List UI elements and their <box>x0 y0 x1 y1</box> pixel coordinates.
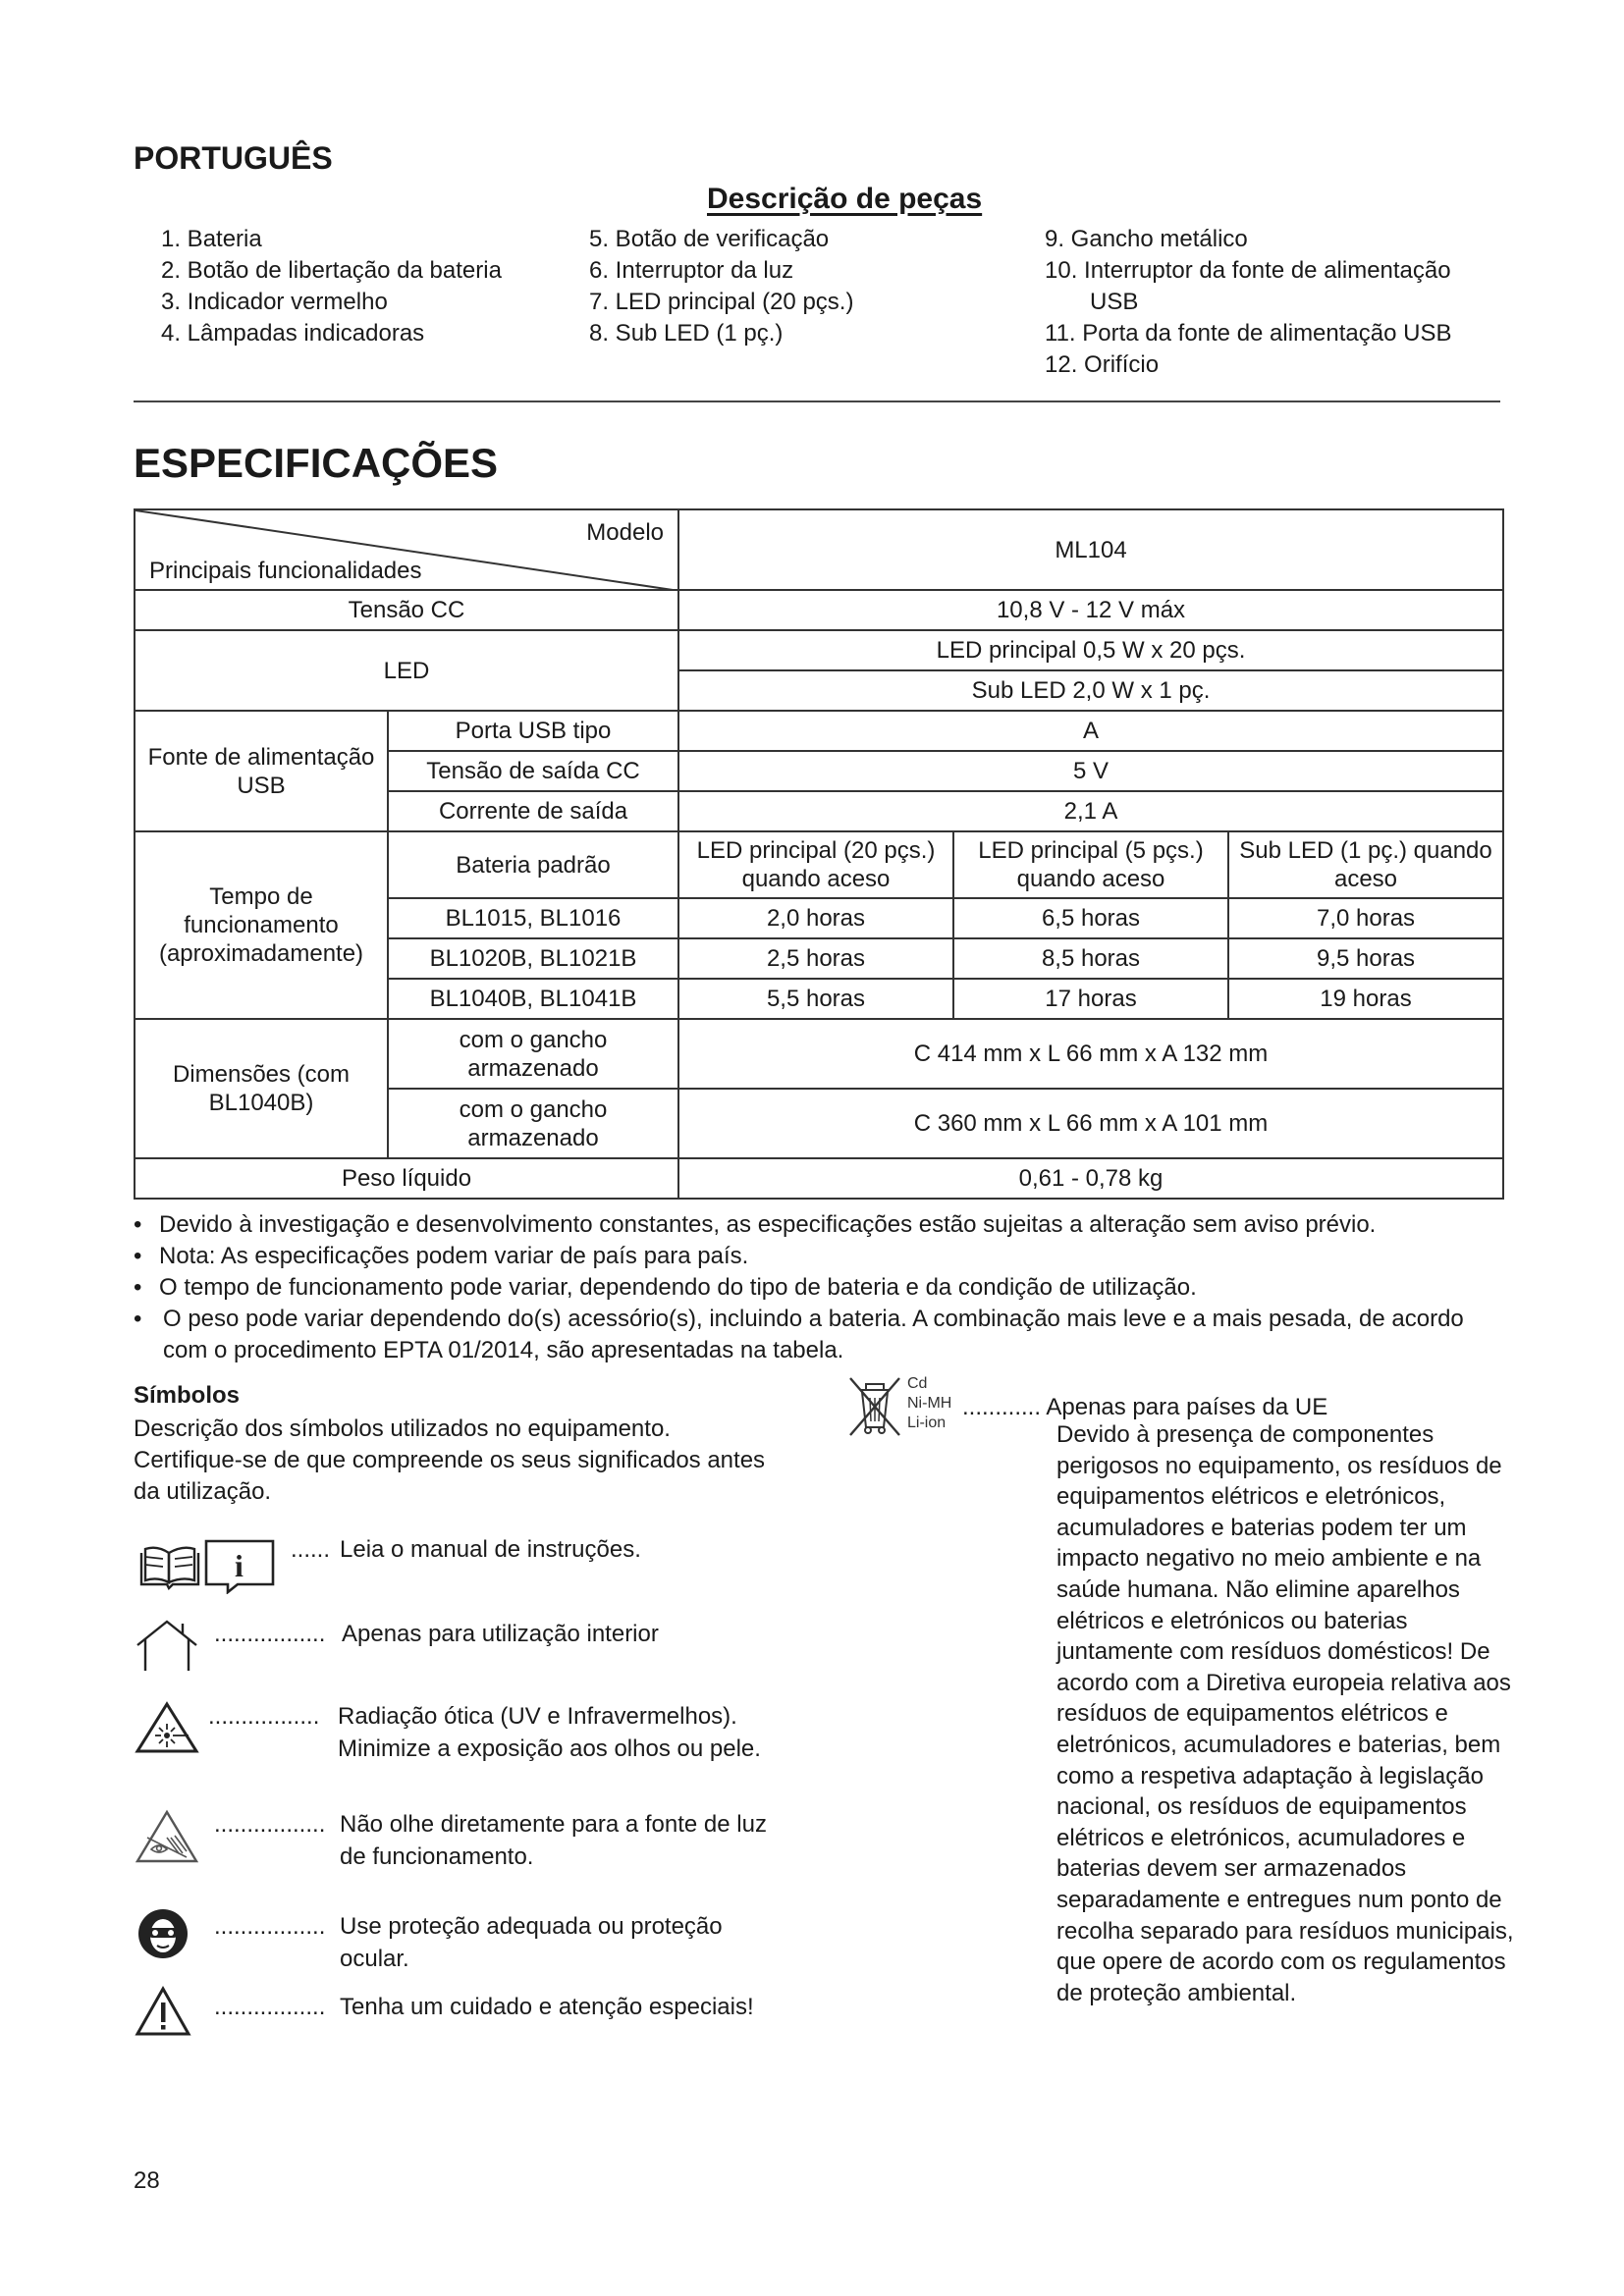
part-item: 9. Gancho metálico <box>1045 226 1248 252</box>
symbol-leader: ...... <box>291 1536 331 1563</box>
note-item: • O peso pode variar dependendo do(s) acessório(s), incluindo a bateria. A combinação mais leve e a mais pesada, de acordo com o procedimento EPTA 01/2014, são apresentadas na tabela. <box>134 1306 1464 1363</box>
part-item: 1. Bateria <box>161 226 262 252</box>
symbol-text: Radiação ótica (UV e Infravermelhos). Minimize a exposição aos olhos ou pele. <box>338 1703 761 1762</box>
runtime-main5: 8,5 horas <box>953 938 1228 979</box>
symbols-description: Descrição dos símbolos utilizados no equipamento. Certifique-se de que compreende os seus significados antes da utilização. <box>134 1415 766 1505</box>
symbol-row-caution <box>134 1985 801 2054</box>
eye-protection-icon <box>134 1906 192 1961</box>
voltage-value: 10,8 V - 12 V máx <box>678 590 1503 630</box>
weee-title: Apenas para países da UE <box>1046 1394 1328 1420</box>
dimensions-row1-value: C 414 mm x L 66 mm x A 132 mm <box>678 1019 1503 1089</box>
usb-current-label: Corrente de saída <box>388 791 678 831</box>
symbol-row-optical-radiation <box>134 1700 801 1798</box>
chem-label: Cd <box>907 1375 928 1392</box>
note-text: O peso pode variar dependendo do(s) acessório(s), incluindo a bateria. A combinação mais leve e a mais pesada, de acordo com o procedimento EPTA 01/2014, são apresentadas na tabela. <box>163 1306 1464 1363</box>
runtime-sub1: 19 horas <box>1228 979 1503 1019</box>
weight-label: Peso líquido <box>135 1158 678 1199</box>
part-item: 12. Orifício <box>1045 351 1160 378</box>
led-main-value: LED principal 0,5 W x 20 pçs. <box>678 630 1503 670</box>
usb-current-value: 2,1 A <box>678 791 1503 831</box>
symbol-leader: ................. <box>214 1811 326 1838</box>
runtime-battery: BL1040B, BL1041B <box>388 979 678 1019</box>
parts-list-col1 <box>161 224 573 349</box>
note-item: • O tempo de funcionamento pode variar, dependendo do tipo de bateria e da condição de utilização. <box>134 1274 1197 1301</box>
symbol-text: Leia o manual de instruções. <box>340 1536 641 1563</box>
runtime-sub1: 7,0 horas <box>1228 898 1503 938</box>
part-item: 5. Botão de verificação <box>589 226 830 252</box>
optical-radiation-icon <box>134 1700 202 1755</box>
symbol-row-read-manual <box>134 1533 801 1592</box>
usb-voltage-value: 5 V <box>678 751 1503 791</box>
house-icon <box>134 1616 202 1675</box>
voltage-label: Tensão CC <box>135 590 678 630</box>
led-label: LED <box>135 630 678 711</box>
symbols-title: Símbolos <box>134 1382 241 1409</box>
dimensions-label: Dimensões (com BL1040B) <box>135 1019 388 1158</box>
dimensions-row2-value: C 360 mm x L 66 mm x A 101 mm <box>678 1089 1503 1158</box>
page-number: 28 <box>134 2167 160 2194</box>
runtime-main20: 2,5 horas <box>678 938 953 979</box>
model-label: Modelo <box>586 519 664 546</box>
dimensions-row2-label: com o gancho armazenado <box>388 1089 678 1158</box>
note-text: Devido à investigação e desenvolvimento constantes, as especificações estão sujeitas a alteração sem aviso prévio. <box>159 1211 1377 1238</box>
dimensions-row1-label: com o gancho armazenado <box>388 1019 678 1089</box>
do-not-stare-icon <box>134 1808 202 1867</box>
parts-list-col2 <box>589 224 1021 349</box>
usb-port-value: A <box>678 711 1503 751</box>
led-sub-value: Sub LED 2,0 W x 1 pç. <box>678 670 1503 711</box>
symbol-text: Use proteção adequada ou proteção ocular. <box>340 1913 723 1972</box>
runtime-col-main20: LED principal (20 pçs.) quando aceso <box>678 831 953 898</box>
caution-icon <box>134 1985 192 2038</box>
runtime-main5: 6,5 horas <box>953 898 1228 938</box>
note-item: • Nota: As especificações podem variar de país para país. <box>134 1243 749 1269</box>
specifications-title: ESPECIFICAÇÕES <box>134 440 499 486</box>
part-item: 8. Sub LED (1 pç.) <box>589 320 784 347</box>
crossed-bin-icon <box>846 1374 903 1437</box>
symbol-leader: ................. <box>208 1703 320 1730</box>
part-item: 3. Indicador vermelho <box>161 289 388 315</box>
model-value: ML104 <box>678 509 1503 590</box>
runtime-battery: BL1020B, BL1021B <box>388 938 678 979</box>
language-heading: PORTUGUÊS <box>134 140 333 176</box>
note-item: • Devido à investigação e desenvolvimento constantes, as especificações estão sujeitas a alteração sem aviso prévio. <box>134 1211 1377 1238</box>
usb-label: Fonte de alimentação USB <box>135 711 388 831</box>
symbol-row-indoor <box>134 1616 801 1675</box>
specifications-table <box>134 508 1504 1200</box>
symbol-leader: ................. <box>214 1913 326 1940</box>
symbol-leader: ................. <box>214 1621 326 1647</box>
runtime-battery-header: Bateria padrão <box>388 831 678 898</box>
runtime-battery: BL1015, BL1016 <box>388 898 678 938</box>
runtime-col-main5: LED principal (5 pçs.) quando aceso <box>953 831 1228 898</box>
runtime-col-sub1: Sub LED (1 pç.) quando aceso <box>1228 831 1503 898</box>
parts-list-col3 <box>1045 224 1506 381</box>
features-label: Principais funcionalidades <box>149 558 422 584</box>
battery-chemistry-labels <box>907 1374 951 1433</box>
usb-voltage-label: Tensão de saída CC <box>388 751 678 791</box>
part-item: 4. Lâmpadas indicadoras <box>161 320 425 347</box>
symbol-leader: ............ <box>962 1394 1042 1420</box>
runtime-sub1: 9,5 horas <box>1228 938 1503 979</box>
note-text: Nota: As especificações podem variar de país para país. <box>159 1243 749 1269</box>
weee-text: Devido à presença de componentes perigosos no equipamento, os resíduos de equipamentos elétricos e eletrónicos, acumuladores e baterias podem ter um impacto negativo no meio ambiente e na saúde humana. Não elimine aparelhos elétricos e eletrónicos ou baterias juntamente com resíduos domésticos! De acordo com a Diretiva europeia relativa aos resíduos de equipamentos elétricos e eletrónicos, acumuladores e baterias, bem como a respetiva adaptação à legislação nacional, os resíduos de equipamentos elétricos e eletrónicos, acumuladores e baterias devem ser armazenados separadamente e entregues num ponto de recolha separado para resíduos municipais, que opere de acordo com os regulamentos de proteção ambiental. <box>1056 1421 1514 2006</box>
spec-notes <box>134 1209 1508 1366</box>
symbol-text: Tenha um cuidado e atenção especiais! <box>340 1994 754 2020</box>
section-divider <box>134 400 1500 402</box>
part-item: 6. Interruptor da luz <box>589 257 794 284</box>
runtime-main20: 5,5 horas <box>678 979 953 1019</box>
runtime-main5: 17 horas <box>953 979 1228 1019</box>
read-manual-icon <box>134 1533 281 1594</box>
table-header-diagonal-cell <box>135 509 678 590</box>
symbol-row-do-not-stare <box>134 1808 801 1877</box>
symbol-leader: ................. <box>214 1994 326 2020</box>
chem-label: Li-ion <box>907 1415 947 1431</box>
runtime-label: Tempo de funcionamento (aproximadamente) <box>135 831 388 1019</box>
part-item: 10. Interruptor da fonte de alimentação USB <box>1045 257 1451 315</box>
runtime-main20: 2,0 horas <box>678 898 953 938</box>
symbol-text: Não olhe diretamente para a fonte de luz de funcionamento. <box>340 1811 767 1870</box>
symbol-text: Apenas para utilização interior <box>342 1621 659 1647</box>
note-text: O tempo de funcionamento pode variar, dependendo do tipo de bateria e da condição de utilização. <box>159 1274 1197 1301</box>
svg-text:i: i <box>235 1548 244 1583</box>
part-item: 11. Porta da fonte de alimentação USB <box>1045 320 1452 347</box>
symbol-row-eye-protection <box>134 1906 801 1975</box>
part-item: 7. LED principal (20 pçs.) <box>589 289 854 315</box>
usb-port-label: Porta USB tipo <box>388 711 678 751</box>
chem-label: Ni-MH <box>907 1395 952 1412</box>
weight-value: 0,61 - 0,78 kg <box>678 1158 1503 1199</box>
part-item: 2. Botão de libertação da bateria <box>161 257 502 284</box>
parts-description-title: Descrição de peças <box>707 183 983 215</box>
